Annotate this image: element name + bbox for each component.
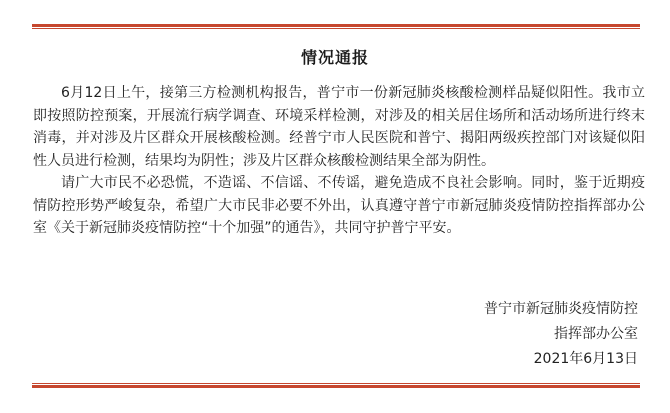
top-divider	[32, 24, 640, 30]
notice-title: 情况通报	[300, 48, 369, 67]
signature-org-line-1: 普宁市新冠肺炎疫情防控	[484, 301, 638, 317]
notice-paragraph-2: 请广大市民不必恐慌，不造谣、不信谣、不传谣，避免造成不良社会影响。同时，鉴于近期疫情防控形势严峻复杂，希望广大市民非必要不外出，认真遵守普宁市新冠肺炎疫情防控指挥部办公室《关于新冠肺炎疫情防控“十个加强”的通告》，共同守护普宁平安。	[33, 175, 645, 236]
signature-org-line-2: 指挥部办公室	[554, 326, 638, 342]
notice-paragraph-1: 6月12日上午，接第三方检测机构报告，普宁市一份新冠肺炎核酸检测样品疑似阳性。我市立即按照防控预案，开展流行病学调查、环境采样检测，对涉及的相关居住场所和活动场所进行终末消毒，并对涉及片区群众开展核酸检测。经普宁市人民医院和普宁、揭阳两级疾控部门对该疑似阳性人员进行检测，结果均为阴性；涉及片区群众核酸检测结果全部为阴性。	[33, 85, 645, 169]
signature-date: 2021年6月13日	[533, 351, 638, 367]
top-divider-thin-line	[32, 28, 640, 29]
top-divider-thick-line	[32, 24, 640, 27]
bottom-divider-thick-line	[32, 385, 640, 388]
notice-body	[33, 82, 645, 240]
signature-block	[484, 297, 638, 372]
bottom-divider	[32, 383, 640, 389]
bottom-divider-thin-line	[32, 383, 640, 384]
